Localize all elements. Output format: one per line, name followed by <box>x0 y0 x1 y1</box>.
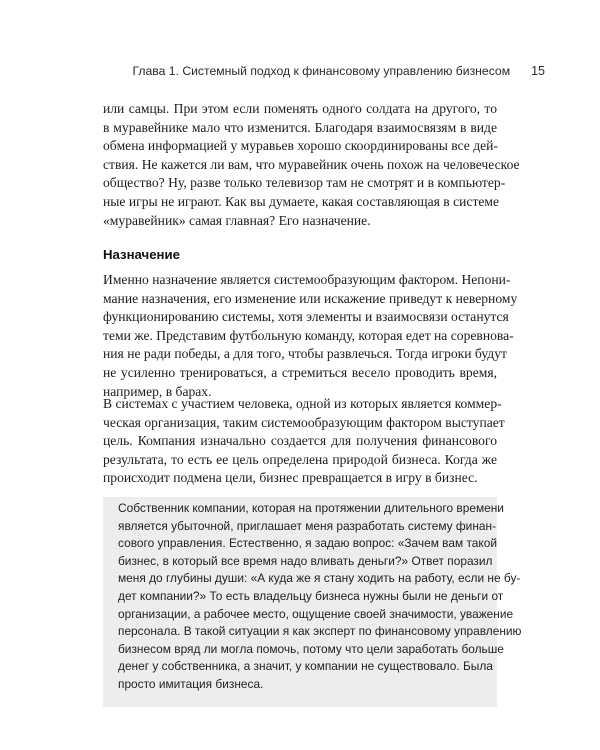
text-line: ния не ради победы, а для того, чтобы развлечься. Тогда игроки будут <box>103 346 507 362</box>
text-line: бизнес, в который все время надо вливать деньги?» Ответ поразил <box>118 553 493 568</box>
text-line: является убыточной, приглашает меня разработать систему финан- <box>118 518 497 533</box>
text-line: дет компании?» То есть владельцу бизнеса нужны были не деньги от <box>118 588 504 603</box>
text-line: меня до глубины души: «А куда же я стану ходить на работу, если не бу- <box>118 571 521 586</box>
text-line: теми же. Представим футбольную команду, которая едет на соревнова- <box>103 327 514 343</box>
text-line: функционированию системы, хотя элементы и взаимосвязи останутся <box>103 309 509 325</box>
text-line: общество? Ну, разве только телевизор там не смотрят и в компьютер- <box>103 175 506 191</box>
text-line: в муравейнике мало что изменится. Благодаря взаимосвязям в виде <box>103 119 497 135</box>
text-line: например, в барах. <box>103 383 212 399</box>
paragraph-2 <box>103 271 518 401</box>
text-line: Собственник компании, которая на протяжении длительного времени <box>118 501 504 515</box>
text-line: или самцы. При этом если поменять одного солдата на другого, то <box>103 101 497 116</box>
text-line: организации, а рабочее место, ощущение своей значимости, уважение <box>118 606 514 621</box>
text-line: сового управления. Естественно, я задаю вопрос: «Зачем вам такой <box>118 536 497 551</box>
text-line: мание назначения, его изменение или искажение приведут к неверному <box>103 290 518 306</box>
text-line: ные игры не играют. Как вы думаете, какая составляющая в системе <box>103 193 500 209</box>
example-box-text <box>118 500 522 694</box>
text-line: Именно назначение является системообразующим фактором. Непони- <box>103 272 511 287</box>
text-line: В системах с участием человека, одной из которых является коммер- <box>103 396 502 411</box>
text-line: персонала. В такой ситуации я как эксперт по финансовому управлению <box>118 624 522 639</box>
chapter-title: Глава 1. Системный подход к финансовому управлению бизнесом <box>132 64 511 78</box>
text-line: просто имитация бизнеса. <box>118 676 264 691</box>
paragraph-1 <box>103 100 520 230</box>
text-line: цель. Компания изначально создается для получения финансового <box>103 433 497 449</box>
text-line: ческая организация, таким системообразующим фактором выступает <box>103 414 505 430</box>
text-line: обмена информацией у муравьев хорошо скоординированы все дей- <box>103 138 498 154</box>
text-line: ствия. Не кажется ли вам, что муравейник очень похож на человеческое <box>103 156 520 172</box>
text-line: результата, то есть ее цель определена природой бизнеса. Когда же <box>103 451 497 467</box>
page-number: 15 <box>531 64 545 78</box>
text-line: «муравейник» самая главная? Его назначение. <box>103 212 371 228</box>
text-line: не усиленно тренироваться, а стремиться весело проводить время, <box>103 364 497 380</box>
text-line: денег у собственника, а значит, у компании не существовало. Была <box>118 659 493 674</box>
running-header <box>132 64 545 78</box>
text-line: бизнесом вряд ли могла помочь, потому что цели заработать больше <box>118 641 504 656</box>
section-heading: Назначение <box>103 247 180 262</box>
paragraph-3 <box>103 395 505 488</box>
text-line: происходит подмена цели, бизнес превращается в игру в бизнес. <box>103 470 478 486</box>
